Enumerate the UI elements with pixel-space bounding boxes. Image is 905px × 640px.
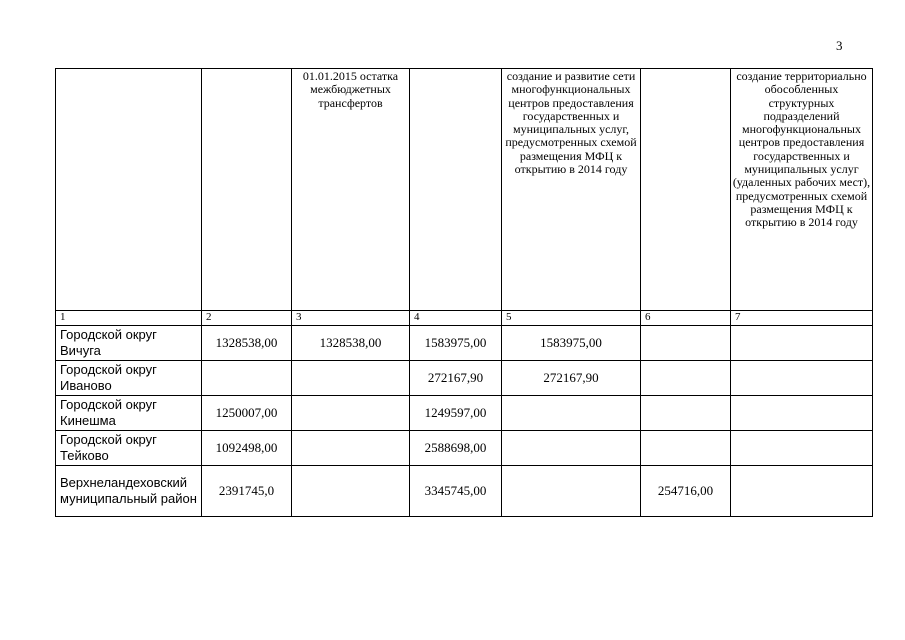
- table-row: [56, 326, 873, 361]
- cell-col5: [502, 396, 641, 431]
- cell-col4: 272167,90: [410, 361, 502, 396]
- cell-col5: [502, 431, 641, 466]
- cell-col6: [641, 396, 731, 431]
- cell-col6: 254716,00: [641, 466, 731, 517]
- cell-col2: 2391745,0: [202, 466, 292, 517]
- cell-col7: [731, 396, 873, 431]
- cell-col2: 1328538,00: [202, 326, 292, 361]
- header-cell-3: 01.01.2015 остатка межбюджетных трансфертов: [292, 69, 410, 311]
- header-cell-7: создание территориально обособленных структурных подразделений многофункциональных центров предоставления государственных и муниципальных услуг (удаленных рабочих мест), предусмотренных схемой размещения МФЦ к открытию в 2014 году: [731, 69, 873, 311]
- row-name: Городской округ Кинешма: [56, 396, 202, 431]
- header-cell-4: [410, 69, 502, 311]
- row-name: Городской округ Тейково: [56, 431, 202, 466]
- header-row: [56, 69, 873, 311]
- row-name: Городской округ Вичуга: [56, 326, 202, 361]
- cell-col4: 2588698,00: [410, 431, 502, 466]
- cell-col7: [731, 326, 873, 361]
- cell-col6: [641, 326, 731, 361]
- cell-col7: [731, 431, 873, 466]
- cell-col2: 1250007,00: [202, 396, 292, 431]
- column-number: 2: [202, 311, 292, 326]
- table-row: [56, 361, 873, 396]
- column-number-row: [56, 311, 873, 326]
- cell-col2: [202, 361, 292, 396]
- cell-col6: [641, 361, 731, 396]
- cell-col3: [292, 361, 410, 396]
- cell-col5: [502, 466, 641, 517]
- page-number: 3: [836, 38, 843, 53]
- column-number: 1: [56, 311, 202, 326]
- header-cell-5: создание и развитие сети многофункциональных центров предоставления государственных и муниципальных услуг, предусмотренных схемой размещения МФЦ к открытию в 2014 году: [502, 69, 641, 311]
- table-row: [56, 396, 873, 431]
- table-row: [56, 431, 873, 466]
- cell-col3: [292, 431, 410, 466]
- cell-col3: [292, 466, 410, 517]
- header-cell-1: [56, 69, 202, 311]
- cell-col3: [292, 396, 410, 431]
- cell-col7: [731, 466, 873, 517]
- cell-col4: 1249597,00: [410, 396, 502, 431]
- cell-col2: 1092498,00: [202, 431, 292, 466]
- cell-col4: 1583975,00: [410, 326, 502, 361]
- column-number: 4: [410, 311, 502, 326]
- cell-col3: 1328538,00: [292, 326, 410, 361]
- row-name: Городской округ Иваново: [56, 361, 202, 396]
- budget-table: [55, 68, 873, 517]
- cell-col4: 3345745,00: [410, 466, 502, 517]
- row-name: Верхнеландеховский муниципальный район: [56, 466, 202, 517]
- column-number: 6: [641, 311, 731, 326]
- column-number: 3: [292, 311, 410, 326]
- cell-col6: [641, 431, 731, 466]
- cell-col7: [731, 361, 873, 396]
- header-cell-6: [641, 69, 731, 311]
- table-row: [56, 466, 873, 517]
- cell-col5: 272167,90: [502, 361, 641, 396]
- cell-col5: 1583975,00: [502, 326, 641, 361]
- column-number: 5: [502, 311, 641, 326]
- column-number: 7: [731, 311, 873, 326]
- header-cell-2: [202, 69, 292, 311]
